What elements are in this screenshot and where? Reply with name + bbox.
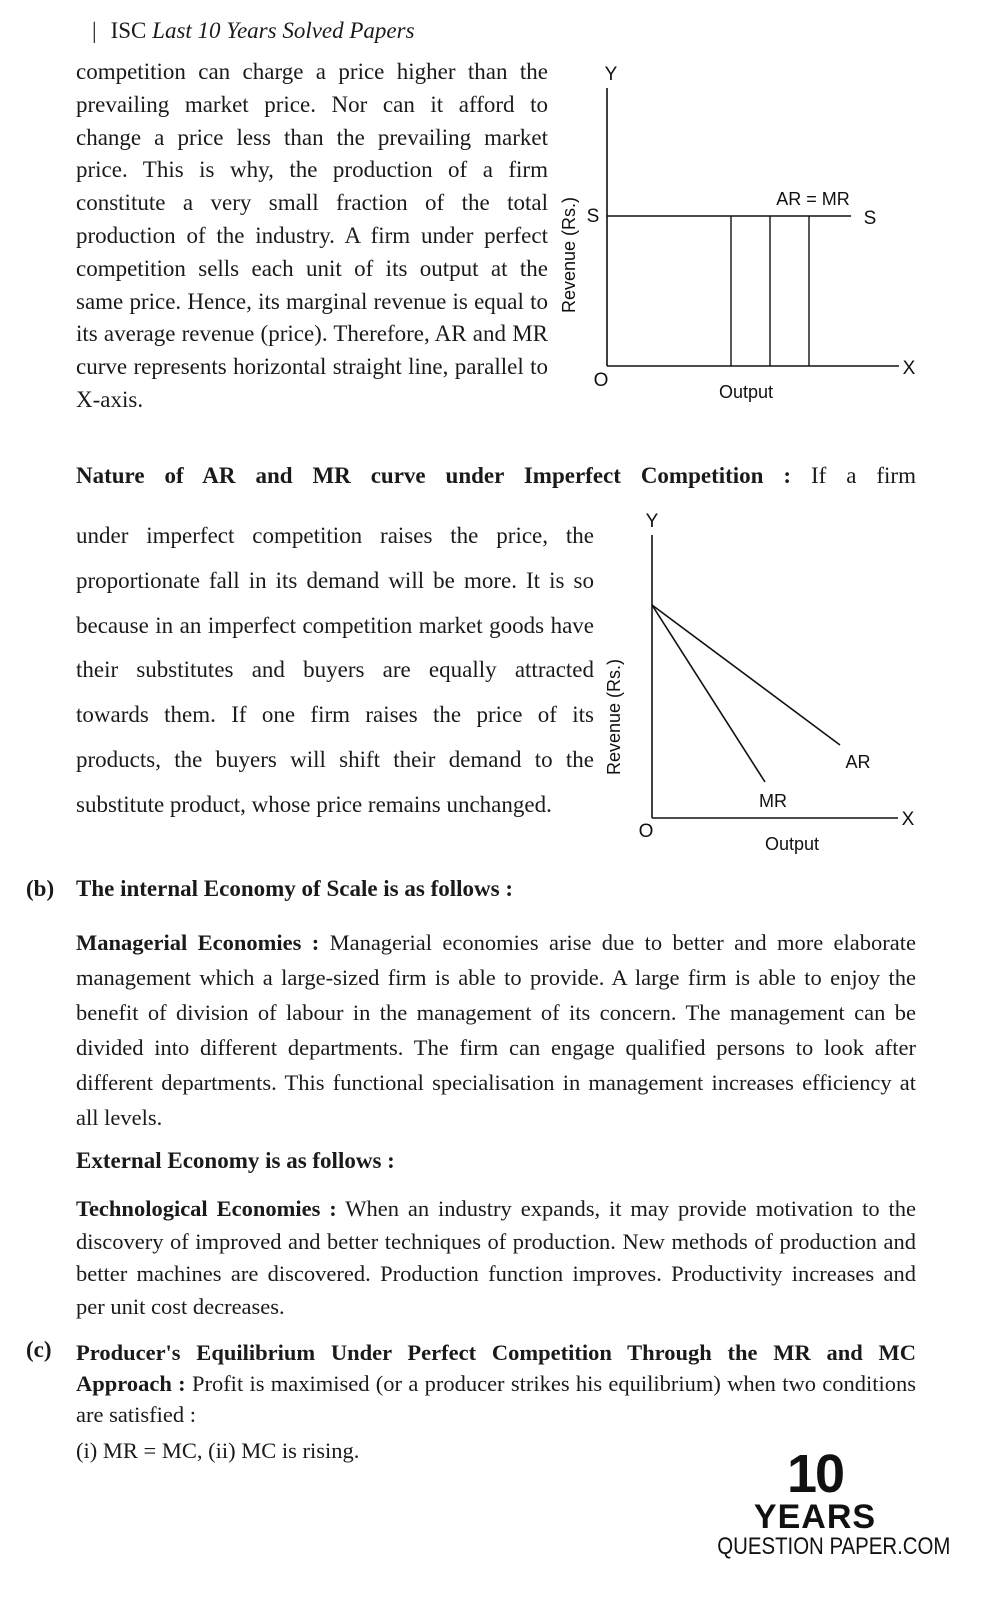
managerial-economies-text: Managerial economies arise due to better and more elaborate management which a large-sized firm is able to provide. A large firm is able to enjoy the benefit of division of labour in the management of its concern. The management can be divided into different departments. The firm can engage qualified persons to look after different departments. This functional specialisation in management increases efficiency at all levels.	[76, 930, 917, 1130]
graph2-ylabel: Revenue (Rs.)	[604, 658, 624, 776]
graph1-ylabel: Revenue (Rs.)	[559, 196, 579, 314]
imperfect-competition-paragraph: under imperfect competition raises the price, the proportionate fall in its demand will be more. It is so because in an imperfect competition market goods have their substitutes and buyers are equally attracted towards them. If one firm raises the price of its products, the buyers will shift their demand to the substitute product, whose price remains unchanged.	[76, 523, 594, 817]
technological-economies-text: When an industry expands, it may provide motivation to the discovery of improved and better techniques of production. New methods of production and better machines are discovered. Production function improves. Productivity increases and per unit cost decreases.	[76, 1196, 916, 1319]
graph1-y-letter: Y	[604, 64, 618, 85]
heading-separator: :	[763, 463, 811, 488]
brand-years: YEARS	[753, 1498, 877, 1536]
graph1-origin: O	[593, 370, 609, 391]
header-bar: |	[92, 18, 97, 43]
ar-curve	[652, 605, 840, 745]
graph1-s-right: S	[863, 208, 877, 229]
heading-tail: If a firm	[811, 463, 916, 488]
header-title: Last 10 Years Solved Papers	[152, 18, 415, 43]
brand-number: 10	[786, 1444, 844, 1504]
imperfect-competition-heading: Nature of AR and MR curve under Imperfect Competition	[76, 463, 764, 488]
external-economy-heading: External Economy is as follows :	[76, 1148, 395, 1173]
graph1-xlabel: Output	[718, 382, 774, 402]
section-b-heading: The internal Economy of Scale is as follows :	[76, 876, 513, 901]
graph1-s-left: S	[586, 206, 600, 227]
brand-logo	[700, 1444, 951, 1560]
perfect-competition-paragraph: competition can charge a price higher than the prevailing market price. Nor can it afford to change a price less than the prevailing market price. This is why, the production of a firm constitute a very small fraction of the total production of the industry. A firm under perfect competition sells each unit of its output at the same price. Hence, its marginal revenue is equal to its average revenue (price). Therefore, AR and MR curve represents horizontal straight line, parallel to X-axis.	[76, 59, 548, 412]
managerial-economies-title: Managerial Economies :	[76, 930, 320, 955]
imperfect-competition-graph	[600, 505, 930, 870]
graph2-xlabel: Output	[764, 834, 820, 854]
mr-label: MR	[759, 791, 787, 811]
ar-label: AR	[845, 752, 871, 772]
imperfect-competition-heading-line	[76, 463, 916, 489]
technological-economies-title: Technological Economies :	[76, 1196, 337, 1221]
technological-economies-paragraph	[76, 1193, 916, 1323]
header-prefix: ISC	[110, 18, 147, 43]
section-c-marker: (c)	[26, 1337, 52, 1362]
producer-equilibrium-title: Producer's Equilibrium Under Perfect Competition Through the MR and MC Approach :	[76, 1340, 916, 1396]
graph1-x-letter: X	[902, 358, 916, 379]
equilibrium-conditions: (i) MR = MC, (ii) MC is rising.	[76, 1438, 360, 1463]
mr-curve	[652, 605, 765, 782]
ar-mr-label: AR = MR	[776, 189, 850, 209]
graph2-origin: O	[638, 821, 654, 842]
graph2-x-letter: X	[901, 809, 915, 830]
section-b-marker: (b)	[26, 876, 55, 901]
running-header	[92, 18, 415, 44]
producer-equilibrium-paragraph	[76, 1337, 916, 1430]
perfect-competition-graph	[555, 60, 945, 410]
graph2-y-letter: Y	[645, 511, 659, 532]
brand-site: QUESTION PAPER.COM	[717, 1533, 951, 1560]
managerial-economies-paragraph	[76, 925, 916, 1135]
producer-equilibrium-text: Profit is maximised (or a producer strikes his equilibrium) when two conditions are satisfied :	[76, 1371, 916, 1427]
